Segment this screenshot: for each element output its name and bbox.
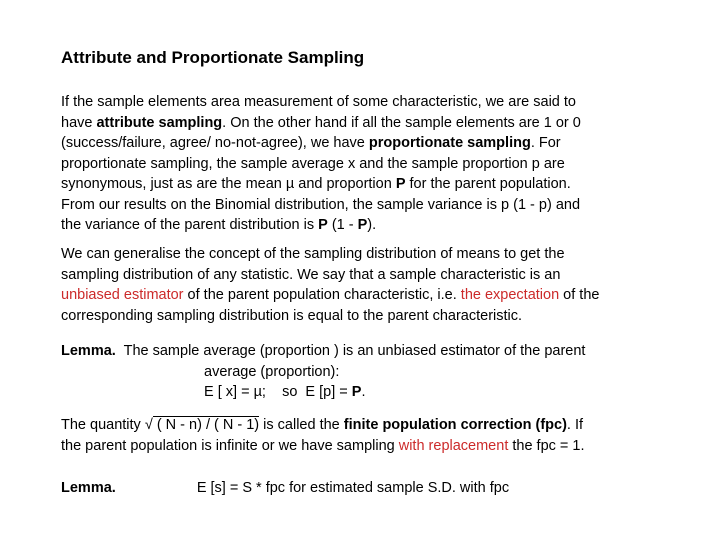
lemma1-line-2-text: average (proportion): [204,363,340,380]
lemma1-line-3 [61,382,671,403]
fpc-line-1-b: is called the [259,417,344,433]
paragraph-attribute-sampling [61,92,671,236]
para2-line-3 [61,285,671,306]
paragraph-unbiased-estimator [61,244,671,326]
para1-line-7-c: (1 - [327,217,358,233]
para1-line-5 [61,174,671,195]
para1-line-6: From our results on the Binomial distribution, the sample variance is p (1 - p) and [61,196,581,213]
para2-line-3-b: of the parent population characteristic, i.e. [183,287,461,303]
lemma2-label: Lemma. [61,480,116,496]
fpc-line-1-c: . If [566,417,584,433]
parent-proportion-symbol-1: P [318,217,328,233]
lemma1-line-1-text: The sample average (proportion ) is an unbiased estimator of the parent [115,343,586,359]
fpc-line-2-a: the parent population is infinite or we have sampling [61,437,399,454]
para1-line-5-b: and proportion [294,176,396,192]
parent-proportion-symbol-lemma: P [351,384,362,400]
mu-symbol-lemma: µ [253,384,262,400]
para1-line-5-c: for the parent population. [405,176,571,192]
para1-line-1: If the sample elements area measurement of some characteristic, we are said to [61,94,576,110]
parent-proportion-symbol: P [395,176,406,192]
with-replacement-term: with replacement [398,437,509,454]
fpc-line-1 [61,415,671,436]
lemma2-line [61,478,671,499]
fpc-line-1-a: The quantity [61,417,145,433]
para1-line-5-a: synonymous, just as are the mean [61,176,286,192]
lemma-unbiased-average [61,341,671,403]
para2-line-4: corresponding sampling distribution is equal to the parent characteristic. [61,307,523,324]
mu-symbol: µ [285,176,295,192]
lemma-fpc [61,478,671,499]
fpc-line-2-b: the fpc = 1. [508,437,585,454]
para1-line-2 [61,113,671,134]
para1-line-2-a: have [61,114,97,131]
para1-line-3-a: (success/failure, agree/ no-not-agree), we have [61,135,369,151]
lemma1-eq-c: . [361,384,366,400]
sqrt-radicand: ( N - n) / ( N - 1) [152,417,260,433]
lemma1-line-1 [61,341,671,362]
lemma1-eq-a: E [ x] = [204,384,254,400]
para2-line-2: sampling distribution of any statistic. We say that a sample characteristic is an [61,266,561,283]
lemma1-eq-b: ; so E [p] = [261,384,352,400]
para1-line-7 [61,215,671,236]
lemma1-label: Lemma. [61,343,116,359]
slide-title: Attribute and Proportionate Sampling [61,48,365,67]
lemma1-equation [61,382,366,403]
para1-line-2-c: . On the other hand if all the sample elements are 1 or 0 [222,114,581,131]
fpc-term: finite population correction (fpc) [343,417,567,433]
para1-line-4: proportionate sampling, the sample average x and the sample proportion p are [61,155,565,172]
para1-line-3 [61,133,671,154]
para1-line-3-c: . For [530,135,561,151]
para2-line-3-c: of the [559,287,600,303]
para1-line-7-e: ). [367,217,377,233]
expectation-term: the expectation [460,287,560,303]
para2-line-1: We can generalise the concept of the sampling distribution of means to get the [61,246,565,262]
sqrt-icon: √ [144,417,153,433]
unbiased-estimator-term: unbiased estimator [61,287,184,303]
fpc-line-2 [61,436,671,457]
paragraph-fpc [61,415,671,456]
attribute-sampling-term: attribute sampling [96,114,223,131]
para1-line-7-a: the variance of the parent distribution is [61,217,319,233]
parent-proportion-symbol-2: P [357,217,368,233]
proportionate-sampling-term: proportionate sampling [368,135,531,151]
lemma1-line-2 [61,362,671,383]
sqrt-expression [145,415,259,436]
lemma2-text: E [s] = S * fpc for estimated sample S.D. with fpc [196,480,510,496]
